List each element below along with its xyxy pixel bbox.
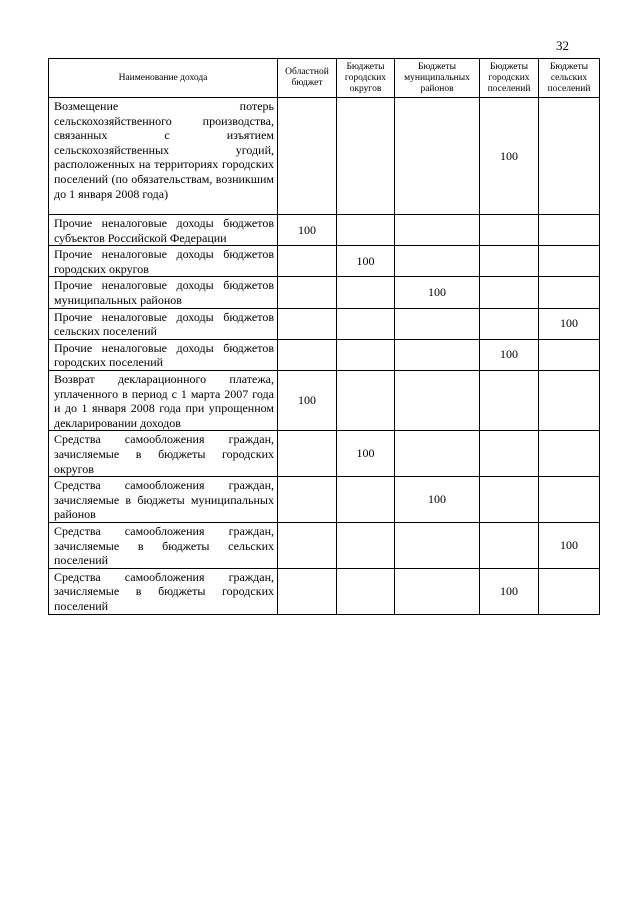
income-name-cell: Прочие неналоговые доходы бюджетов субъектов Российской Федерации [49, 215, 278, 246]
header-income-name: Наименование дохода [49, 59, 278, 98]
value-cell-municipal-district [395, 370, 480, 430]
value-cell-city-district [337, 477, 395, 523]
page-number: 32 [556, 38, 569, 53]
value-cell-rural-settlement [539, 277, 600, 308]
value-cell-rural-settlement [539, 246, 600, 277]
value-cell-regional-budget [278, 339, 337, 370]
income-name-cell: Средства самообложения граждан, зачисляемые в бюджеты сельских поселений [49, 523, 278, 569]
income-name-cell: Возврат декларационного платежа, уплаченного в период с 1 марта 2007 года и до 1 января 2008 года при упрощенном декларировании доходов [49, 370, 278, 430]
value-cell-regional-budget [278, 568, 337, 614]
table-header-row [49, 59, 600, 98]
value-cell-regional-budget [278, 523, 337, 569]
value-cell-municipal-district [395, 523, 480, 569]
value-cell-regional-budget [278, 431, 337, 477]
income-name-cell: Средства самообложения граждан, зачисляемые в бюджеты городских поселений [49, 568, 278, 614]
table-row [49, 431, 600, 477]
income-name-cell: Прочие неналоговые доходы бюджетов городских округов [49, 246, 278, 277]
value-cell-regional-budget [278, 98, 337, 215]
income-name-cell: Средства самообложения граждан, зачисляемые в бюджеты городских округов [49, 431, 278, 477]
value-cell-urban-settlement: 100 [480, 98, 539, 215]
value-cell-urban-settlement [480, 215, 539, 246]
value-cell-urban-settlement [480, 277, 539, 308]
value-cell-city-district [337, 98, 395, 215]
header-city-district-budgets: Бюджеты городских округов [337, 59, 395, 98]
value-cell-rural-settlement [539, 477, 600, 523]
value-cell-urban-settlement [480, 370, 539, 430]
value-cell-regional-budget [278, 277, 337, 308]
value-cell-regional-budget [278, 246, 337, 277]
value-cell-rural-settlement [539, 339, 600, 370]
value-cell-rural-settlement: 100 [539, 523, 600, 569]
table-row [49, 215, 600, 246]
income-name-cell: Прочие неналоговые доходы бюджетов городских поселений [49, 339, 278, 370]
value-cell-urban-settlement [480, 523, 539, 569]
table-row [49, 370, 600, 430]
table-row [49, 246, 600, 277]
value-cell-urban-settlement: 100 [480, 339, 539, 370]
value-cell-municipal-district: 100 [395, 477, 480, 523]
value-cell-city-district: 100 [337, 431, 395, 477]
value-cell-city-district [337, 308, 395, 339]
value-cell-urban-settlement [480, 246, 539, 277]
value-cell-urban-settlement: 100 [480, 568, 539, 614]
header-municipal-district-budgets: Бюджеты муниципальных районов [395, 59, 480, 98]
value-cell-urban-settlement [480, 477, 539, 523]
value-cell-city-district [337, 568, 395, 614]
value-cell-urban-settlement [480, 308, 539, 339]
table-row [49, 477, 600, 523]
value-cell-municipal-district [395, 568, 480, 614]
value-cell-rural-settlement [539, 568, 600, 614]
value-cell-rural-settlement [539, 215, 600, 246]
income-name-cell: Возмещение потерь сельскохозяйственного производства, связанных с изъятием сельскохозяйственных угодий, расположенных на территориях городских поселений (по обязательствам, возникшим до 1 января 2008 года) [49, 98, 278, 215]
table-row [49, 523, 600, 569]
income-distribution-table [48, 58, 600, 615]
value-cell-rural-settlement [539, 370, 600, 430]
value-cell-municipal-district [395, 215, 480, 246]
value-cell-city-district [337, 339, 395, 370]
value-cell-city-district [337, 523, 395, 569]
value-cell-regional-budget: 100 [278, 215, 337, 246]
income-name-cell: Прочие неналоговые доходы бюджетов муниципальных районов [49, 277, 278, 308]
value-cell-regional-budget: 100 [278, 370, 337, 430]
value-cell-city-district: 100 [337, 246, 395, 277]
value-cell-municipal-district: 100 [395, 277, 480, 308]
value-cell-regional-budget [278, 477, 337, 523]
table-row [49, 339, 600, 370]
header-urban-settlement-budgets: Бюджеты городских поселений [480, 59, 539, 98]
value-cell-municipal-district [395, 308, 480, 339]
value-cell-rural-settlement: 100 [539, 308, 600, 339]
income-name-cell: Прочие неналоговые доходы бюджетов сельских поселений [49, 308, 278, 339]
table-row [49, 308, 600, 339]
value-cell-municipal-district [395, 339, 480, 370]
value-cell-municipal-district [395, 431, 480, 477]
table-row [49, 277, 600, 308]
value-cell-city-district [337, 370, 395, 430]
header-rural-settlement-budgets: Бюджеты сельских поселений [539, 59, 600, 98]
value-cell-municipal-district [395, 98, 480, 215]
value-cell-municipal-district [395, 246, 480, 277]
header-regional-budget: Областной бюджет [278, 59, 337, 98]
table-row [49, 98, 600, 215]
value-cell-rural-settlement [539, 98, 600, 215]
value-cell-city-district [337, 215, 395, 246]
value-cell-city-district [337, 277, 395, 308]
value-cell-urban-settlement [480, 431, 539, 477]
value-cell-regional-budget [278, 308, 337, 339]
income-name-cell: Средства самообложения граждан, зачисляемые в бюджеты муниципальных районов [49, 477, 278, 523]
table-row [49, 568, 600, 614]
value-cell-rural-settlement [539, 431, 600, 477]
